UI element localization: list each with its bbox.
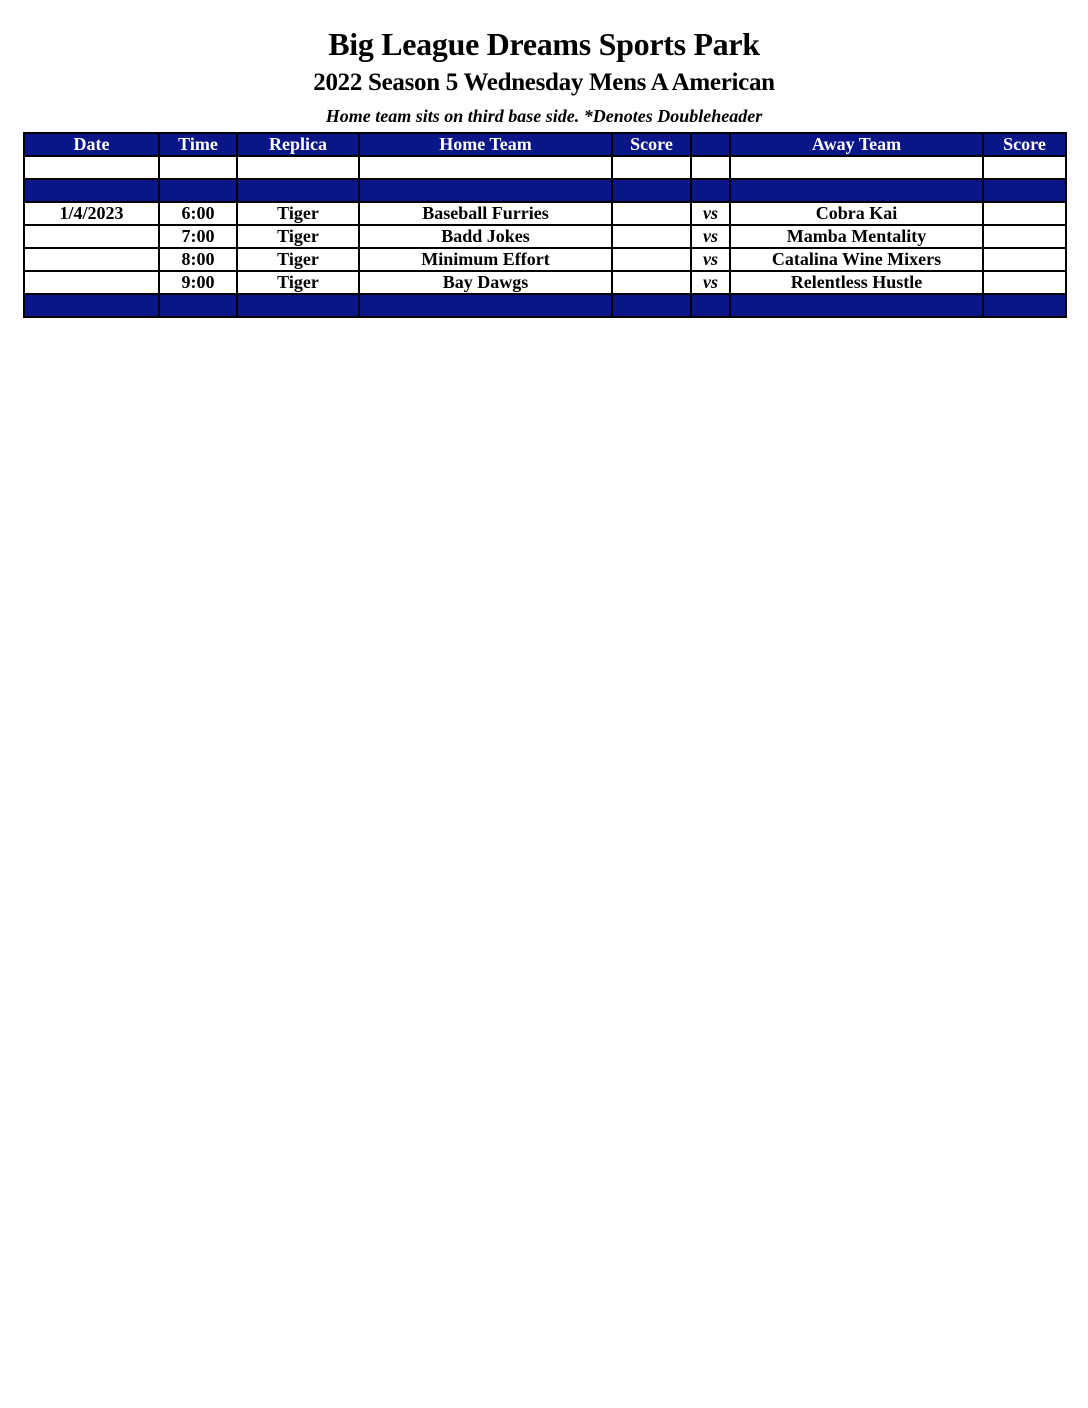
game-date xyxy=(24,271,159,294)
game-replica: Tiger xyxy=(237,202,359,225)
away-team: Mamba Mentality xyxy=(730,225,983,248)
away-score xyxy=(983,271,1066,294)
home-team: Badd Jokes xyxy=(359,225,612,248)
divider-band-row xyxy=(24,179,1066,202)
home-team: Baseball Furries xyxy=(359,202,612,225)
game-date: 1/4/2023 xyxy=(24,202,159,225)
away-score xyxy=(983,202,1066,225)
game-time: 6:00 xyxy=(159,202,237,225)
game-date xyxy=(24,225,159,248)
table-row xyxy=(24,202,1066,225)
empty-row xyxy=(24,156,1066,179)
game-date xyxy=(24,248,159,271)
game-time: 7:00 xyxy=(159,225,237,248)
away-score xyxy=(983,248,1066,271)
home-score xyxy=(612,271,691,294)
vs-label: vs xyxy=(691,225,730,248)
page-title: Big League Dreams Sports Park xyxy=(328,26,760,62)
vs-label: vs xyxy=(691,271,730,294)
game-replica: Tiger xyxy=(237,225,359,248)
home-score xyxy=(612,202,691,225)
away-team: Cobra Kai xyxy=(730,202,983,225)
home-score xyxy=(612,225,691,248)
schedule-table xyxy=(23,132,1067,318)
column-header-away-score: Score xyxy=(983,133,1066,156)
column-header-replica: Replica xyxy=(237,133,359,156)
home-team: Bay Dawgs xyxy=(359,271,612,294)
page-subtitle: 2022 Season 5 Wednesday Mens A American xyxy=(313,69,775,96)
table-row xyxy=(24,248,1066,271)
game-replica: Tiger xyxy=(237,271,359,294)
away-score xyxy=(983,225,1066,248)
home-team-note: Home team sits on third base side. *Denotes Doubleheader xyxy=(325,106,763,126)
column-header-date: Date xyxy=(24,133,159,156)
away-team: Catalina Wine Mixers xyxy=(730,248,983,271)
vs-label: vs xyxy=(691,202,730,225)
game-time: 9:00 xyxy=(159,271,237,294)
home-team: Minimum Effort xyxy=(359,248,612,271)
column-header-vs xyxy=(691,133,730,156)
column-header-away-team: Away Team xyxy=(730,133,983,156)
home-score xyxy=(612,248,691,271)
vs-label: vs xyxy=(691,248,730,271)
column-header-time: Time xyxy=(159,133,237,156)
column-header-home-team: Home Team xyxy=(359,133,612,156)
table-header-row xyxy=(24,133,1066,156)
game-time: 8:00 xyxy=(159,248,237,271)
game-replica: Tiger xyxy=(237,248,359,271)
away-team: Relentless Hustle xyxy=(730,271,983,294)
footer-band-row xyxy=(24,294,1066,317)
table-row xyxy=(24,225,1066,248)
column-header-home-score: Score xyxy=(612,133,691,156)
table-row xyxy=(24,271,1066,294)
